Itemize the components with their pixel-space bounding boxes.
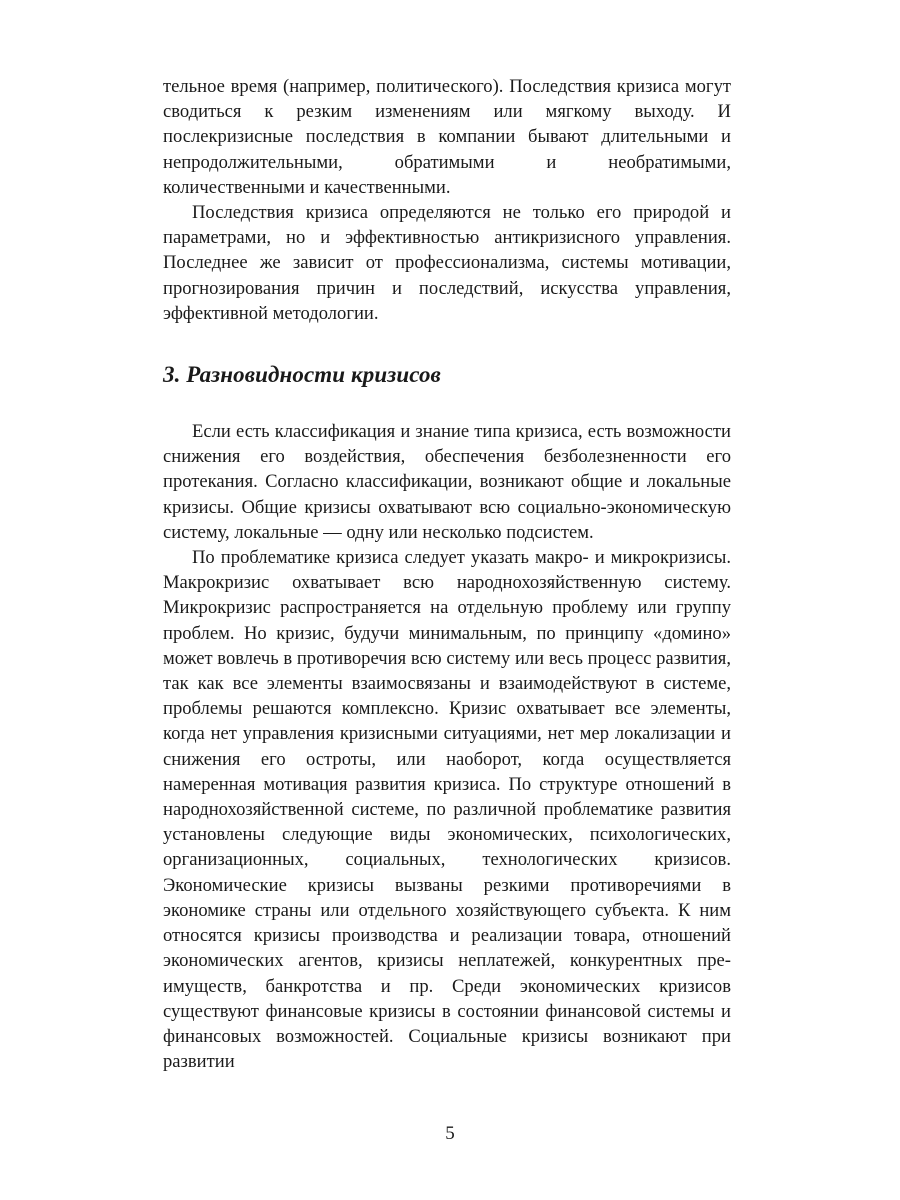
page-number: 5 bbox=[445, 1123, 455, 1144]
section-heading: 3. Разновидности кризисов bbox=[163, 362, 441, 388]
paragraph: По проблематике кризиса следует указать макро- и микрокризисы. Макрокризис охватывает всю народнохозяйственную систему. Микрокризис распространяется на отдельную проблему или группу проблем. Но кризис, будучи минимальным, по принципу «домино» может вовлечь в противоречия всю систему или весь процесс развития, так как все элементы взаимосвязаны и взаимодействуют в системе, проблемы решаются комплексно. Кризис охватывает все элементы, когда нет управления кризисными ситуациями, нет мер локализации и снижения его остроты, или наоборот, когда осуществляется намеренная мотивация развития кризиса. По структуре отношений в народнохозяйственной системе, по различной проблематике развития установлены следующие виды экономических, психологических, организационных, социальных, технологических кризисов. Экономические кризисы вызваны резкими противоречиями в экономике страны или отдельного хозяйствующего субъекта. К ним относятся кризисы производства и реализации товара, отношений экономических агентов, кризисы неплатежей, конкурентных пре-имуществ, банкротства и пр. Среди экономических кризисов существуют финансовые кризисы в состоянии финансовой системы и финансовых возможностей. Социальные кризисы возникают при развитии bbox=[163, 547, 731, 1073]
paragraph: Если есть классификация и знание типа кризиса, есть возможности снижения его воздействия, обеспечения безболезненности его протекания. Согласно классификации, возникают общие и локальные кризисы. Общие кризисы охватывают всю социально-экономическую систему, локальные — одну или несколько подсистем. bbox=[163, 421, 731, 543]
paragraph-continuation: тельное время (например, политического). Последствия кризиса могут сводиться к резким изменениям или мягкому выходу. И послекризисные последствия в компании бывают длительными и непродолжительными, обратимыми и необратимыми, количественными и качественными. bbox=[163, 76, 731, 198]
text-before-section bbox=[163, 74, 731, 326]
section-body bbox=[163, 419, 731, 1074]
document-page bbox=[163, 74, 731, 1074]
paragraph: Последствия кризиса определяются не только его природой и параметрами, но и эффективностью антикризисного управления. Последнее же зависит от профессионализма, системы мотивации, прогнозирования причин и последствий, искусства управления, эффективной методологии. bbox=[163, 202, 731, 324]
